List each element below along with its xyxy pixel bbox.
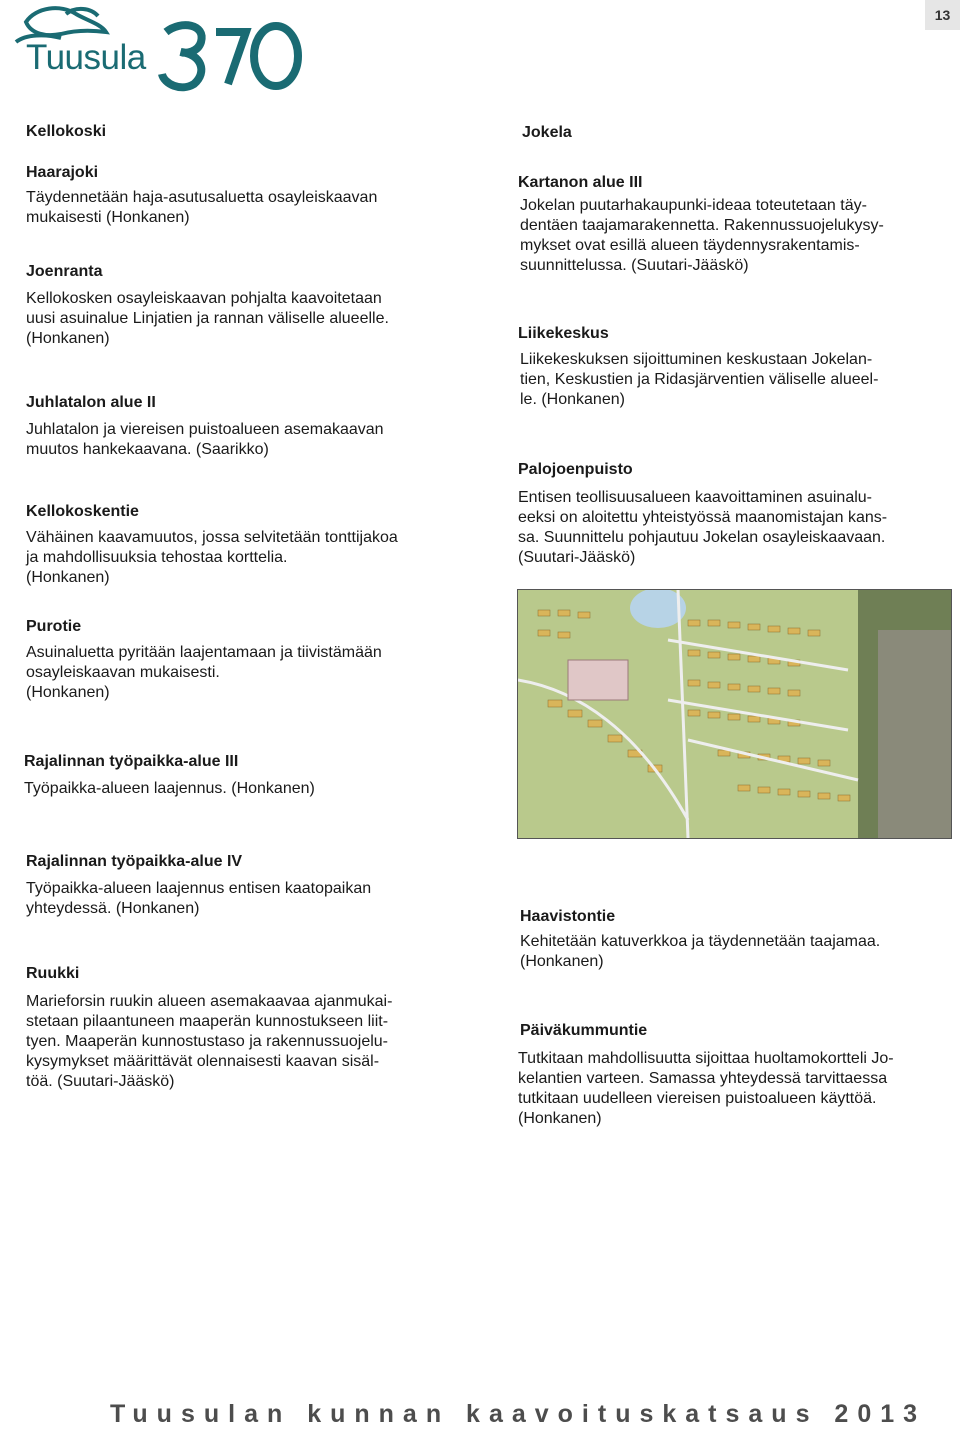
kellokoskentie-text	[26, 528, 464, 588]
haarajoki-heading: Haarajoki	[26, 164, 99, 181]
text-line: eeksi on aloitettu yhteistyössä maanomistajan kans-	[518, 509, 888, 526]
joenranta-text	[26, 289, 464, 349]
text-line: kelantien varteen. Samassa yhteydessä tarvittaessa	[518, 1070, 888, 1087]
text-line: Täydennetään haja-asutusaluetta osayleiskaavan	[26, 189, 378, 206]
juhlatalo-text	[26, 420, 464, 460]
footer-title: Tuusulan kunnan kaavoituskatsaus 2013	[110, 1400, 927, 1428]
text-line: töä. (Suutari-Jääskö)	[26, 1073, 175, 1090]
haavistontie-text	[520, 932, 950, 972]
text-line: Kehitetään katuverkkoa ja täydennetään taajamaa.	[520, 933, 881, 950]
text-line: Työpaikka-alueen laajennus entisen kaatopaikan	[26, 880, 372, 897]
text-line: sa. Suunnittelu pohjautuu Jokelan osayleiskaavaan.	[518, 529, 886, 546]
haarajoki-text	[26, 188, 464, 228]
text-line: (Suutari-Jääskö)	[518, 549, 636, 566]
text-line: (Honkanen)	[520, 953, 604, 970]
ruukki-heading: Ruukki	[26, 965, 80, 982]
text-line: Juhlatalon ja viereisen puistoalueen asemakaavan	[26, 421, 384, 438]
kartanon-heading: Kartanon alue III	[518, 174, 643, 191]
rajalinna4-heading: Rajalinnan työpaikka-alue IV	[26, 853, 243, 870]
text-line: Asuinaluetta pyritään laajentamaan ja tiivistämään	[26, 644, 382, 661]
kellokoskentie-heading: Kellokoskentie	[26, 503, 139, 520]
text-line: suunnittelussa. (Suutari-Jääskö)	[520, 257, 749, 274]
ruukki-text	[26, 992, 464, 1092]
liikekeskus-text	[520, 350, 950, 410]
text-line: Marieforsin ruukin alueen asemakaavaa ajanmukai-	[26, 993, 393, 1010]
text-line: Kellokosken osayleiskaavan pohjalta kaavoitetaan	[26, 290, 382, 307]
site-plan-map	[517, 589, 952, 839]
text-line: Vähäinen kaavamuutos, jossa selvitetään tonttijakoa	[26, 529, 398, 546]
rajalinna4-text	[26, 879, 464, 919]
liikekeskus-heading: Liikekeskus	[518, 325, 609, 342]
text-line: (Honkanen)	[518, 1110, 602, 1127]
kartanon-text	[520, 196, 950, 276]
text-line: tien, Keskustien ja Ridasjärventien väliselle alueel-	[520, 371, 879, 388]
text-line: Työpaikka-alueen laajennus. (Honkanen)	[24, 780, 315, 797]
paivakummuntie-text	[518, 1049, 948, 1129]
text-line: (Honkanen)	[26, 569, 110, 586]
text-line: (Honkanen)	[26, 330, 110, 347]
palojoenpuisto-text	[518, 488, 948, 568]
juhlatalo-heading: Juhlatalon alue II	[26, 394, 156, 411]
text-line: muutos hankekaavana. (Saarikko)	[26, 441, 269, 458]
text-line: tyen. Maaperän kunnostustaso ja rakennussuojelu-	[26, 1033, 388, 1050]
text-line: dentäen taajamarakennetta. Rakennussuojelukysy-	[520, 217, 884, 234]
text-line: Liikekeskuksen sijoittuminen keskustaan Jokelan-	[520, 351, 873, 368]
text-line: le. (Honkanen)	[520, 391, 625, 408]
paivakummuntie-heading: Päiväkummuntie	[520, 1022, 648, 1039]
purotie-heading: Purotie	[26, 618, 82, 635]
kellokoski-heading: Kellokoski	[26, 123, 107, 140]
text-line: ja mahdollisuuksia tehostaa korttelia.	[26, 549, 288, 566]
text-line: uusi asuinalue Linjatien ja rannan väliselle alueelle.	[26, 310, 389, 327]
text-line: mukaisesti (Honkanen)	[26, 209, 190, 226]
rajalinna3-heading: Rajalinnan työpaikka-alue III	[24, 753, 239, 770]
text-line: Jokelan puutarhakaupunki-ideaa toteutetaan täy-	[520, 197, 867, 214]
text-line: (Honkanen)	[26, 684, 110, 701]
purotie-text	[26, 643, 464, 703]
haavistontie-heading: Haavistontie	[520, 908, 616, 925]
site-plan-illustration	[518, 590, 951, 838]
text-line: tutkitaan uudelleen viereisen puistoalueen käyttöä.	[518, 1090, 877, 1107]
text-line: Entisen teollisuusalueen kaavoittaminen asuinalu-	[518, 489, 872, 506]
text-line: stetaan pilaantuneen maaperän kunnostukseen liit-	[26, 1013, 389, 1030]
text-line: Tutkitaan mahdollisuutta sijoittaa huoltamokortteli Jo-	[518, 1050, 894, 1067]
logo-text: Tuusula	[26, 38, 146, 77]
palojoenpuisto-heading: Palojoenpuisto	[518, 461, 633, 478]
text-line: osayleiskaavan mukaisesti.	[26, 664, 220, 681]
text-line: kysymykset määrittävät olennaisesti kaavan sisäl-	[26, 1053, 380, 1070]
page-number: 13	[925, 0, 960, 30]
rajalinna3-text	[24, 779, 462, 799]
joenranta-heading: Joenranta	[26, 263, 103, 280]
text-line: yhteydessä. (Honkanen)	[26, 900, 200, 917]
text-line: mykset ovat esillä alueen täydennysrakentamis-	[520, 237, 860, 254]
jokela-heading: Jokela	[522, 124, 572, 141]
